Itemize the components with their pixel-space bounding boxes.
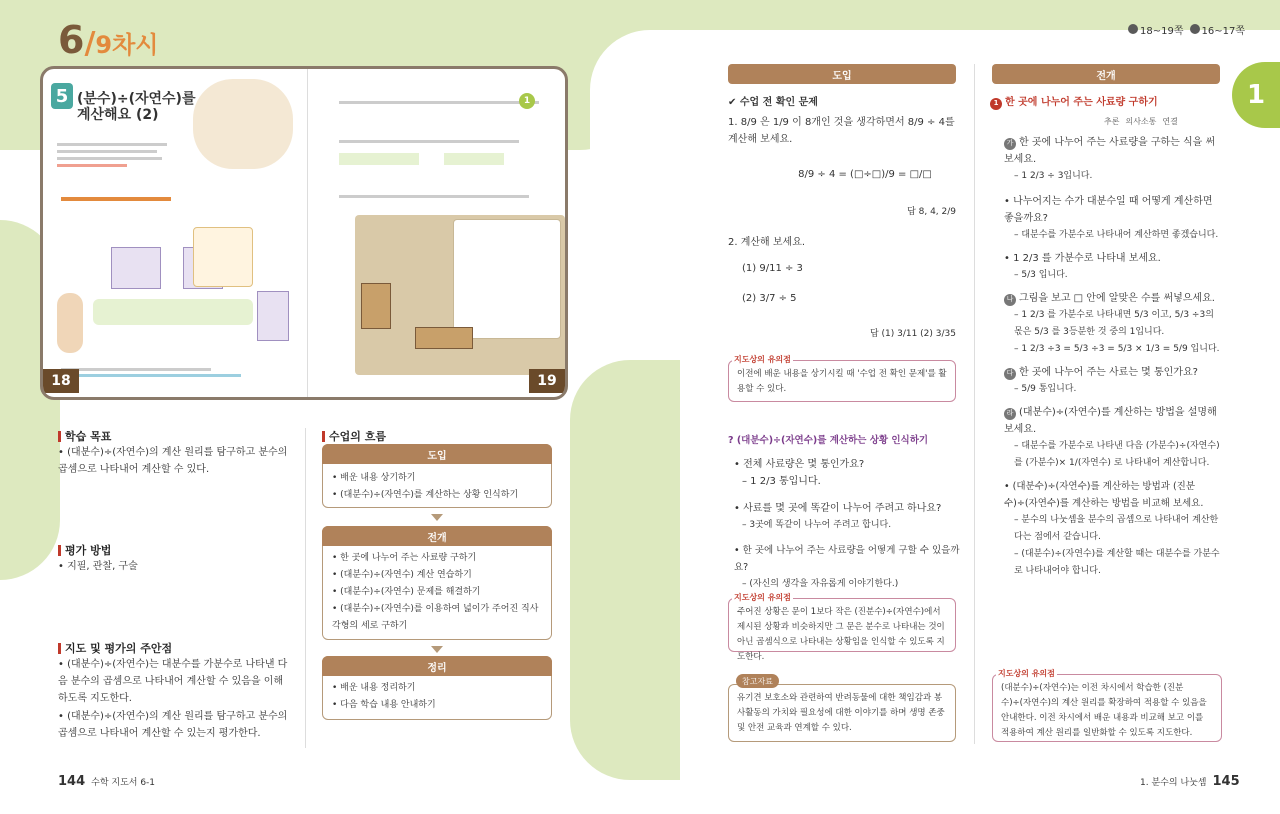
flow-item: • 배운 내용 상기하기 — [332, 473, 416, 483]
situation-a: – 3곳에 똑같이 나누어 주려고 합니다. — [742, 520, 892, 530]
flow-item: • (대분수)÷(자연수)를 이용하여 넓이가 주어진 직사각형의 세로 구하기 — [332, 604, 539, 631]
question-1: 1. 8/9 은 1/9 이 8개인 것을 생각하면서 8/9 ÷ 4를 계산해 보세요. — [728, 117, 955, 145]
situation-q: • 한 곳에 나누어 주는 사료량을 어떻게 구할 수 있을까요? — [734, 545, 960, 573]
intro-band: 도입 — [728, 64, 956, 84]
intro-tip2-box — [728, 598, 956, 662]
goal-text: • (대분수)÷(자연수)의 계산 원리를 탐구하고 분수의 곱셈으로 나타내어 계산할 수 있다. — [58, 447, 288, 475]
flow-item: • 다음 학습 내용 안내하기 — [332, 700, 436, 710]
intro-text-lines — [57, 139, 177, 179]
flow-item: • 배운 내용 정리하기 — [332, 683, 416, 693]
situation-questions — [734, 456, 960, 593]
fraction-grid-1 — [111, 247, 161, 289]
ref-textbook[interactable]: 18~19쪽 — [1128, 22, 1184, 37]
chapter-tab[interactable]: 1 — [1232, 62, 1280, 128]
flow-intro-items — [332, 470, 547, 504]
boy-illustration — [57, 293, 83, 353]
competency-tags — [1104, 116, 1178, 127]
workbook-icon — [1190, 24, 1200, 34]
fraction-grid-3 — [257, 291, 289, 341]
lesson-sub: 9차시 — [95, 31, 159, 59]
flow-wrap-items — [332, 680, 547, 714]
bottom-text-lines — [61, 365, 261, 379]
question-icon: ? — [728, 435, 734, 446]
question-2-item-1: (1) 9/11 ÷ 3 — [742, 263, 803, 274]
book-spine — [307, 69, 308, 397]
check-title: ✔ 수업 전 확인 문제 — [728, 97, 818, 108]
speech-bubble — [193, 227, 253, 287]
flow-arrow-icon — [431, 514, 443, 521]
right-page-number: 19 — [529, 369, 565, 393]
dev-answer: – 5/3 입니다. — [1014, 270, 1068, 280]
caution-item-1: • (대분수)÷(자연수)는 대분수를 가분수로 나타낸 다음 분수의 곱셈으로 나타내어 계산할 수 있음을 이해하도록 지도한다. — [58, 659, 288, 704]
practice-row-3 — [339, 191, 539, 207]
situation-q: • 사료를 몇 곳에 똑같이 나누어 주려고 하나요? — [734, 503, 942, 514]
intro-tip2-text: 주어진 상황은 문이 1보다 작은 (진분수)÷(자연수)에서 제시된 상황과 비슷하지만 그 문은 분수로 나타내는 것이 아닌 곱셈식으로 나타내는 상황임을 인식할 수 있도록 지도한다. — [737, 607, 945, 662]
book-title: (분수)÷(자연수)를 계산해요 (2) — [77, 91, 196, 123]
activity-number-icon: 1 — [990, 98, 1002, 110]
situation-title: ? (대분수)÷(자연수)를 계산하는 상황 인식하기 — [728, 435, 929, 446]
dev-question: 나 그림을 보고 □ 안에 알맞은 수를 써넣으세요. — [1004, 290, 1222, 307]
intro-tip-text: 이전에 배운 내용을 상기시킬 때 '수업 전 확인 문제'를 활용할 수 있다. — [737, 369, 947, 394]
dev-items — [1004, 134, 1222, 580]
dev-answer: – (대분수)÷(자연수)를 계산할 때는 대분수를 가분수로 나타내어야 합니다. — [1014, 549, 1220, 576]
intro-tip-box — [728, 360, 956, 402]
right-footer: 1. 분수의 나눗셈 145 — [1140, 774, 1240, 789]
dev-question: • (대분수)÷(자연수)를 계산하는 방법과 (진분수)÷(자연수)를 계산하는 방법을 비교해 보세요. — [1004, 481, 1204, 509]
column-divider — [305, 428, 306, 748]
textbook-spread — [40, 66, 568, 400]
lesson-title: 6/9차시 — [58, 18, 159, 62]
situation-a: – (자신의 생각을 자유롭게 이야기한다.) — [742, 579, 899, 589]
reference-box — [728, 684, 956, 742]
dev-tip-tag: 지도상의 유의점 — [998, 669, 1055, 678]
question-2: 2. 계산해 보세요. — [728, 237, 806, 248]
dev-tip-text: (대분수)÷(자연수)는 이전 차시에서 학습한 (진분수)÷(자연수)의 계산 원리를 확장하여 적용할 수 있음을 안내한다. 이전 차시에서 배운 내용과 비교해 보고 이를 적용하여 계산 원리를 일반화할 수 있도록 지도한다. — [1001, 683, 1207, 738]
flow-heading: 수업의 흐름 — [322, 428, 386, 444]
dev-answer: – 1 2/3 를 가분수로 나타내면 5/3 이고, 5/3 ÷3의 몫은 5/3 를 3등분한 것 중의 1입니다. — [1014, 310, 1214, 337]
dev-answer: – 대분수를 가분수로 나타내어 계산하면 좋겠습니다. — [1014, 230, 1219, 240]
right-marker: 1 — [519, 93, 535, 109]
equation-strip — [93, 299, 253, 325]
caution-heading: 지도 및 평가의 주안점 — [58, 640, 172, 656]
flow-arrow-icon — [431, 646, 443, 653]
dev-question: • 1 2/3 를 가분수로 나타내 보세요. — [1004, 253, 1161, 264]
question-2-item-2: (2) 3/7 ÷ 5 — [742, 293, 797, 304]
activity-title: 1 한 곳에 나누어 주는 사료량 구하기 — [990, 94, 1222, 111]
question-1-equation: 8/9 ÷ 4 = (□÷□)/9 = □/□ — [798, 169, 932, 180]
dev-question: 다 한 곳에 나누어 주는 사료는 몇 통인가요? — [1004, 364, 1222, 381]
flow-dev-items — [332, 550, 547, 635]
dev-answer: – 5/9 통입니다. — [1014, 384, 1077, 394]
dev-question: • 나누어지는 수가 대분수일 때 어떻게 계산하면 좋을까요? — [1004, 196, 1213, 224]
map-note — [453, 219, 561, 339]
kids-dog-illustration — [193, 79, 293, 169]
right-column-divider — [974, 64, 975, 744]
goal-heading: 학습 목표 — [58, 428, 111, 444]
dev-question: 가 한 곳에 나누어 주는 사료량을 구하는 식을 써 보세요. — [1004, 137, 1216, 165]
flow-title-wrap: 정리 — [322, 656, 552, 676]
lesson-number: 6 — [58, 18, 85, 62]
dev-answer: – 대분수를 가분수로 나타낸 다음 (가분수)÷(자연수)를 (가분수)× 1/(자연수) 로 나타내어 계산합니다. — [1014, 441, 1220, 468]
flow-item: • (대분수)÷(자연수) 문제를 해결하기 — [332, 587, 481, 597]
caution-item-2: • (대분수)÷(자연수)의 계산 원리를 탐구하고 분수의 곱셈으로 나타내어 계산할 수 있는지 평가한다. — [58, 711, 288, 739]
question-2-answer: 답 (1) 3/11 (2) 3/35 — [869, 329, 956, 339]
reference-text: 유기견 보호소와 관련하여 반려동물에 대한 책임감과 봉사활동의 가치와 필요성에 대한 이야기를 하며 생명 존중 및 안전 교육과 연계할 수 있다. — [737, 693, 945, 733]
left-page-number: 18 — [43, 369, 79, 393]
dev-question: 라 (대분수)÷(자연수)를 계산하는 방법을 설명해 보세요. — [1004, 407, 1217, 435]
eval-heading: 평가 방법 — [58, 542, 111, 558]
dev-answer: – 1 2/3 ÷ 3입니다. — [1014, 171, 1093, 181]
tag-reasoning: 추론 — [1104, 117, 1120, 126]
lesson-badge: 5 — [51, 83, 73, 109]
flow-item: • 한 곳에 나누어 주는 사료량 구하기 — [332, 553, 477, 563]
dev-tip-box — [992, 674, 1222, 742]
dev-answer: – 분수의 나눗셈을 분수의 곱셈으로 나타내어 계산한다는 점에서 같습니다. — [1014, 515, 1219, 542]
tag-connection: 연결 — [1162, 117, 1178, 126]
page-refs — [1128, 22, 1245, 37]
book-icon — [1128, 24, 1138, 34]
intro-tip-tag: 지도상의 유의점 — [734, 355, 791, 364]
question-1-answer: 답 8, 4, 2/9 — [907, 207, 956, 217]
mid-decoration — [570, 360, 680, 780]
left-footer: 144 수학 지도서 6-1 — [58, 774, 156, 789]
flow-item: • (대분수)÷(자연수) 계산 연습하기 — [332, 570, 472, 580]
check-icon: ✔ — [728, 97, 737, 108]
situation-a: – 1 2/3 통입니다. — [742, 476, 821, 487]
intro-tip2-tag: 지도상의 유의점 — [734, 593, 791, 602]
eval-text: • 지필, 관찰, 구술 — [58, 561, 138, 572]
reference-tag: 참고자료 — [736, 674, 779, 688]
flow-item: • (대분수)÷(자연수)를 계산하는 상황 인식하기 — [332, 490, 519, 500]
tag-communication: 의사소통 — [1125, 117, 1157, 126]
dev-band: 전개 — [992, 64, 1220, 84]
practice-row-2 — [339, 135, 529, 175]
rectangle-2 — [415, 327, 473, 349]
dev-answer: – 1 2/3 ÷3 = 5/3 ÷3 = 5/3 × 1/3 = 5/9 입니다. — [1014, 344, 1220, 354]
flow-title-intro: 도입 — [322, 444, 552, 464]
situation-q: • 전체 사료량은 몇 통인가요? — [734, 459, 865, 470]
rectangle-1 — [361, 283, 391, 329]
activity-heading-line — [61, 197, 171, 201]
ref-workbook[interactable]: 16~17쪽 — [1190, 22, 1246, 37]
flow-title-dev: 전개 — [322, 526, 552, 546]
